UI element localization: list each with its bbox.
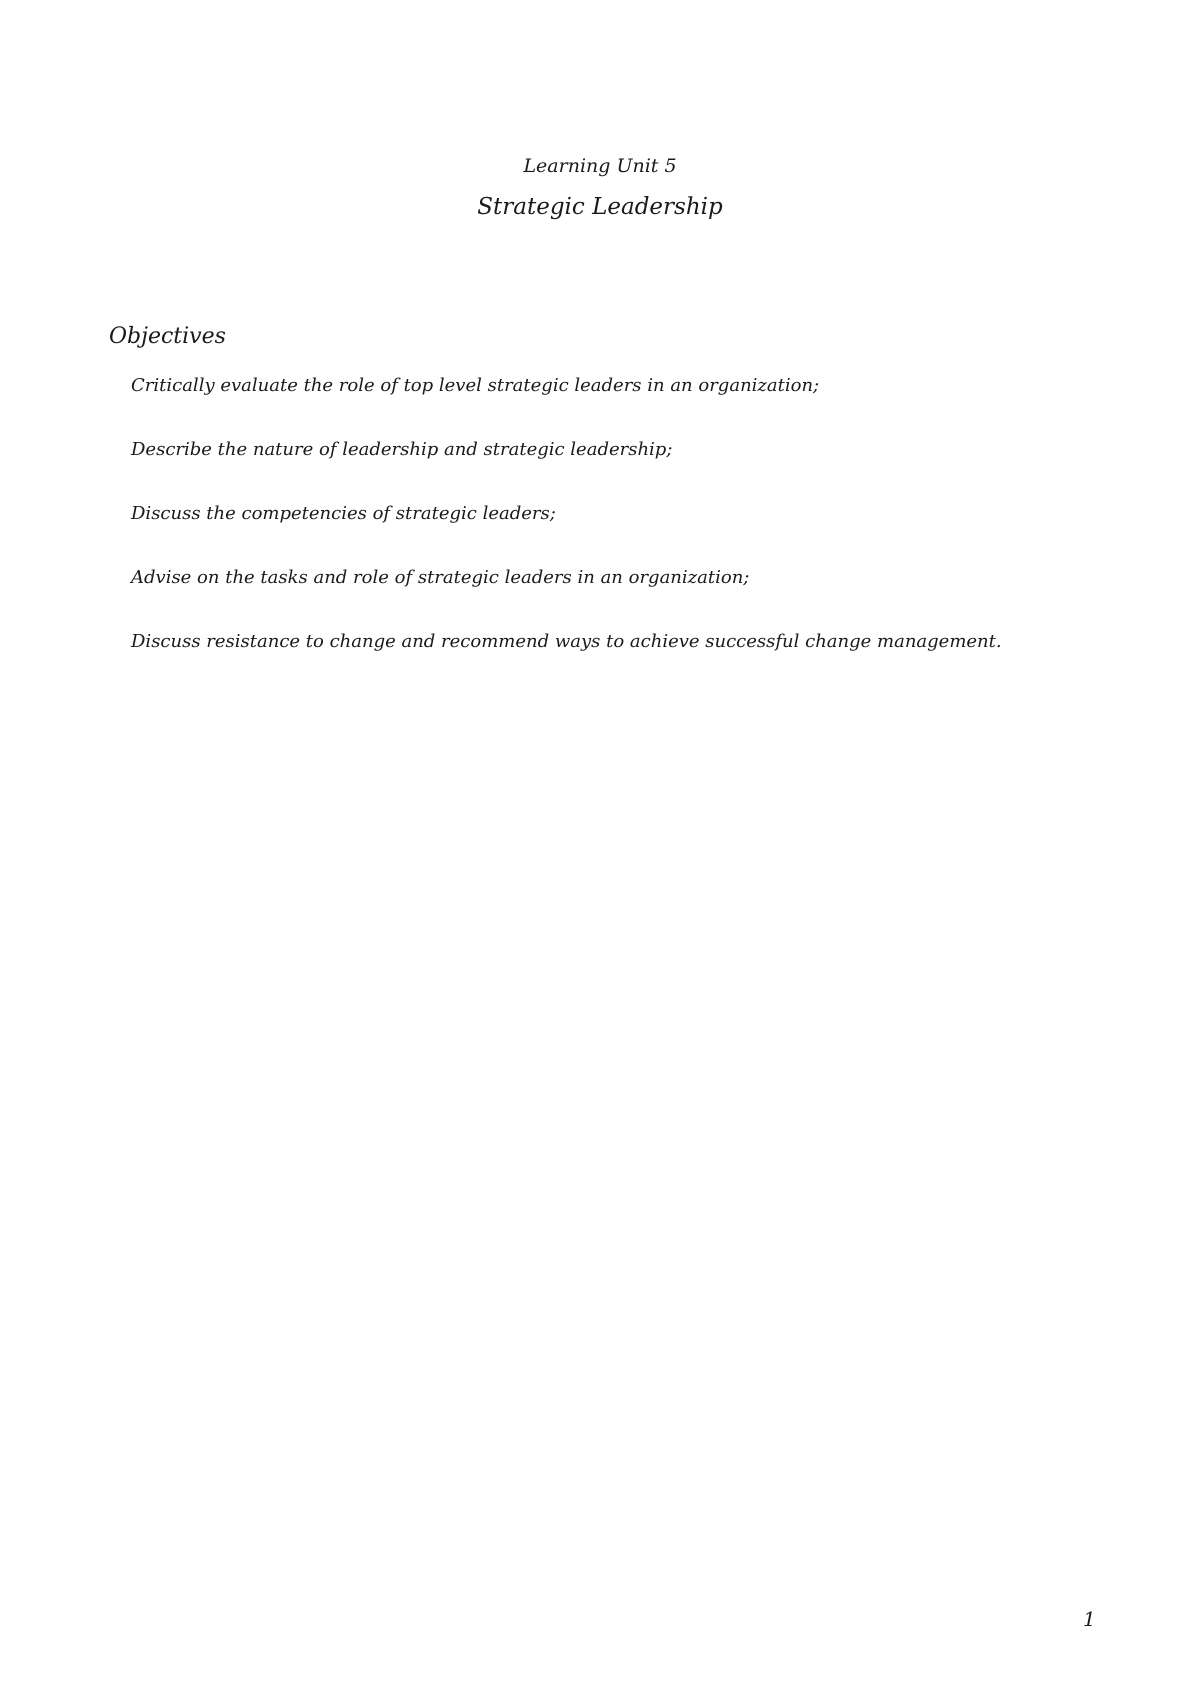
objective-item: Discuss resistance to change and recommend ways to achieve successful change management. xyxy=(131,631,1002,652)
objectives-heading: Objectives xyxy=(109,324,226,349)
unit-title: Strategic Leadership xyxy=(477,194,723,220)
objective-item: Advise on the tasks and role of strategic leaders in an organization; xyxy=(131,567,750,588)
objective-item: Discuss the competencies of strategic leaders; xyxy=(131,503,556,524)
objective-item: Critically evaluate the role of top level strategic leaders in an organization; xyxy=(131,375,820,396)
objectives-list xyxy=(131,374,1131,694)
objective-item: Describe the nature of leadership and strategic leadership; xyxy=(131,439,673,460)
page-number: 1 xyxy=(1083,1607,1096,1631)
unit-label: Learning Unit 5 xyxy=(523,155,677,177)
